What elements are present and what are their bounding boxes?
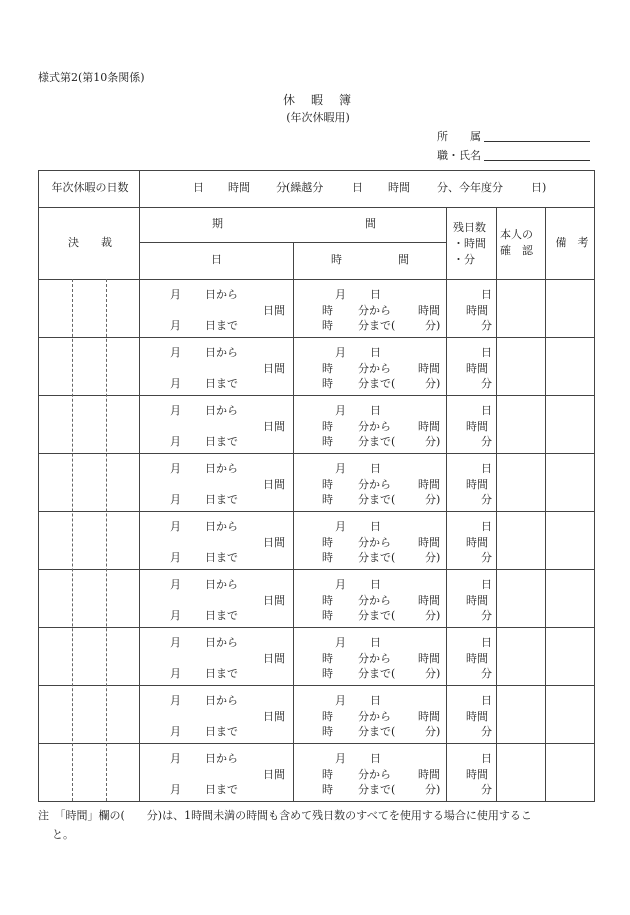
- grid-vline: [594, 170, 595, 802]
- row-t-hour-to: 時: [322, 667, 333, 680]
- row-t-hour-from: 時: [322, 594, 333, 607]
- row-day-to: 日まで: [205, 783, 238, 796]
- row-month-from: 月: [170, 288, 181, 301]
- row-t-min-from: 分から: [358, 420, 391, 433]
- form-title: 休 暇 簿: [282, 93, 353, 107]
- row-r-hour: 時間: [466, 304, 488, 317]
- grid-dashed-line: [106, 279, 107, 801]
- row-t-month: 月: [335, 346, 346, 359]
- grid-hline: [38, 743, 594, 744]
- grid-hline: [38, 685, 594, 686]
- row-day-from: 日から: [205, 346, 238, 359]
- row-t-min-to: 分まで(: [358, 377, 396, 390]
- row-days: 日間: [263, 768, 285, 781]
- row-t-month: 月: [335, 404, 346, 417]
- row-t-hours: 時間: [418, 536, 440, 549]
- row-r-hour: 時間: [466, 652, 488, 665]
- row-t-hour-to: 時: [322, 493, 333, 506]
- grid-hline: [38, 453, 594, 454]
- row-t-min-paren: 分): [425, 783, 441, 796]
- grid-hline: [38, 569, 594, 570]
- row-t-min-to: 分まで(: [358, 725, 396, 738]
- row-month-to: 月: [170, 493, 181, 506]
- row-r-min: 分: [481, 783, 492, 796]
- grid-hline: [38, 511, 594, 512]
- row-month-to: 月: [170, 319, 181, 332]
- row-r-hour: 時間: [466, 594, 488, 607]
- grid-hline: [38, 801, 594, 802]
- row-t-min-to: 分まで(: [358, 493, 396, 506]
- row-t-day: 日: [370, 520, 381, 533]
- row-t-hours: 時間: [418, 420, 440, 433]
- row-t-min-to: 分まで(: [358, 667, 396, 680]
- footnote-2: と。: [52, 828, 74, 841]
- form-id: 様式第2(第10条関係): [38, 71, 145, 84]
- row-month-from: 月: [170, 636, 181, 649]
- grid-hline: [38, 337, 594, 338]
- row-t-hour-from: 時: [322, 478, 333, 491]
- row-r-day: 日: [481, 636, 492, 649]
- period-header-2: 間: [365, 217, 376, 230]
- row-t-month: 月: [335, 288, 346, 301]
- row-t-hour-to: 時: [322, 435, 333, 448]
- row-day-to: 日まで: [205, 377, 238, 390]
- row-day-from: 日から: [205, 752, 238, 765]
- row-day-from: 日から: [205, 578, 238, 591]
- row-t-hours: 時間: [418, 478, 440, 491]
- days-carry-hour: 時間: [388, 181, 410, 194]
- row-month-from: 月: [170, 578, 181, 591]
- days-hour: 時間: [228, 181, 250, 194]
- days-day: 日: [193, 181, 204, 194]
- row-t-hour-to: 時: [322, 783, 333, 796]
- grid-hline: [38, 395, 594, 396]
- period-header: 期: [212, 217, 223, 230]
- row-t-min-from: 分から: [358, 652, 391, 665]
- row-t-min-from: 分から: [358, 304, 391, 317]
- grid-hline: [38, 207, 594, 208]
- row-r-min: 分: [481, 609, 492, 622]
- row-r-min: 分: [481, 377, 492, 390]
- row-day-to: 日まで: [205, 435, 238, 448]
- row-t-min-to: 分まで(: [358, 319, 396, 332]
- row-t-hour-from: 時: [322, 652, 333, 665]
- row-t-hour-from: 時: [322, 710, 333, 723]
- row-month-from: 月: [170, 346, 181, 359]
- row-month-from: 月: [170, 752, 181, 765]
- row-t-hour-to: 時: [322, 319, 333, 332]
- row-t-min-to: 分まで(: [358, 435, 396, 448]
- row-r-day: 日: [481, 578, 492, 591]
- row-t-min-from: 分から: [358, 768, 391, 781]
- row-t-hour-from: 時: [322, 420, 333, 433]
- row-t-min-from: 分から: [358, 710, 391, 723]
- row-t-min-from: 分から: [358, 594, 391, 607]
- remaining-header-3: ・分: [453, 253, 475, 266]
- row-t-hour-from: 時: [322, 362, 333, 375]
- row-t-min-paren: 分): [425, 435, 441, 448]
- row-t-month: 月: [335, 578, 346, 591]
- row-t-day: 日: [370, 752, 381, 765]
- row-month-to: 月: [170, 551, 181, 564]
- grid-vline: [446, 207, 447, 801]
- row-t-month: 月: [335, 636, 346, 649]
- row-t-month: 月: [335, 694, 346, 707]
- footnote: 注 「時間」欄の( 分)は、1時間未満の時間も含めて残日数のすべてを使用する場合に使用するこ: [38, 809, 532, 822]
- row-days: 日間: [263, 304, 285, 317]
- row-r-hour: 時間: [466, 362, 488, 375]
- days-current: 分、今年度分: [437, 181, 503, 194]
- row-day-from: 日から: [205, 288, 238, 301]
- row-t-min-to: 分まで(: [358, 551, 396, 564]
- row-t-hour-from: 時: [322, 768, 333, 781]
- time-subheader-2: 間: [398, 253, 409, 266]
- row-r-hour: 時間: [466, 710, 488, 723]
- grid-hline: [38, 279, 594, 280]
- row-day-to: 日まで: [205, 493, 238, 506]
- row-t-min-paren: 分): [425, 493, 441, 506]
- row-t-min-paren: 分): [425, 609, 441, 622]
- name-field[interactable]: [484, 160, 590, 161]
- row-t-hours: 時間: [418, 304, 440, 317]
- row-day-to: 日まで: [205, 725, 238, 738]
- row-days: 日間: [263, 594, 285, 607]
- row-t-hour-from: 時: [322, 304, 333, 317]
- days-carry-day: 日: [352, 181, 363, 194]
- grid-hline: [38, 170, 594, 171]
- row-month-to: 月: [170, 725, 181, 738]
- row-r-day: 日: [481, 346, 492, 359]
- row-t-month: 月: [335, 462, 346, 475]
- row-t-min-paren: 分): [425, 667, 441, 680]
- row-t-month: 月: [335, 752, 346, 765]
- decision-header: 決 裁: [68, 236, 112, 249]
- grid-vline: [496, 207, 497, 801]
- row-r-min: 分: [481, 493, 492, 506]
- row-t-day: 日: [370, 404, 381, 417]
- row-month-from: 月: [170, 462, 181, 475]
- row-t-day: 日: [370, 636, 381, 649]
- confirm-header-2: 確 認: [500, 244, 533, 257]
- row-month-from: 月: [170, 694, 181, 707]
- grid-hline: [38, 627, 594, 628]
- row-t-hour-to: 時: [322, 377, 333, 390]
- row-r-day: 日: [481, 752, 492, 765]
- name-label: 職・氏名: [437, 149, 481, 162]
- row-r-hour: 時間: [466, 420, 488, 433]
- row-r-hour: 時間: [466, 536, 488, 549]
- row-t-hour-from: 時: [322, 536, 333, 549]
- row-t-min-paren: 分): [425, 725, 441, 738]
- days-minute: 分: [276, 181, 287, 194]
- row-day-to: 日まで: [205, 609, 238, 622]
- row-days: 日間: [263, 420, 285, 433]
- row-day-from: 日から: [205, 404, 238, 417]
- row-day-to: 日まで: [205, 551, 238, 564]
- day-subheader: 日: [211, 253, 222, 266]
- row-month-from: 月: [170, 520, 181, 533]
- row-day-to: 日まで: [205, 319, 238, 332]
- row-t-min-paren: 分): [425, 551, 441, 564]
- row-t-min-from: 分から: [358, 362, 391, 375]
- row-days: 日間: [263, 536, 285, 549]
- row-t-min-from: 分から: [358, 536, 391, 549]
- row-month-to: 月: [170, 377, 181, 390]
- row-r-min: 分: [481, 667, 492, 680]
- row-r-day: 日: [481, 288, 492, 301]
- affiliation-label: 所 属: [437, 130, 481, 143]
- row-day-from: 日から: [205, 694, 238, 707]
- row-r-hour: 時間: [466, 478, 488, 491]
- remarks-header: 備 考: [555, 236, 589, 249]
- row-t-min-from: 分から: [358, 478, 391, 491]
- row-t-hour-to: 時: [322, 551, 333, 564]
- row-t-hours: 時間: [418, 768, 440, 781]
- row-t-day: 日: [370, 578, 381, 591]
- row-t-min-to: 分まで(: [358, 609, 396, 622]
- row-t-hour-to: 時: [322, 725, 333, 738]
- row-r-day: 日: [481, 462, 492, 475]
- grid-vline: [293, 242, 294, 801]
- remaining-header: 残日数: [453, 221, 486, 234]
- row-t-day: 日: [370, 346, 381, 359]
- grid-vline: [139, 170, 140, 801]
- row-r-hour: 時間: [466, 768, 488, 781]
- row-month-to: 月: [170, 667, 181, 680]
- row-days: 日間: [263, 710, 285, 723]
- row-day-from: 日から: [205, 462, 238, 475]
- affiliation-field[interactable]: [484, 141, 590, 142]
- row-r-min: 分: [481, 319, 492, 332]
- row-days: 日間: [263, 652, 285, 665]
- days-label: 年次休暇の日数: [51, 181, 129, 194]
- row-t-hours: 時間: [418, 362, 440, 375]
- row-day-to: 日まで: [205, 667, 238, 680]
- row-month-from: 月: [170, 404, 181, 417]
- grid-vline: [38, 170, 39, 801]
- row-r-day: 日: [481, 404, 492, 417]
- row-t-day: 日: [370, 462, 381, 475]
- row-t-min-paren: 分): [425, 319, 441, 332]
- row-t-hours: 時間: [418, 594, 440, 607]
- row-month-to: 月: [170, 435, 181, 448]
- row-t-hours: 時間: [418, 710, 440, 723]
- row-day-from: 日から: [205, 636, 238, 649]
- time-subheader: 時: [331, 253, 342, 266]
- row-r-min: 分: [481, 551, 492, 564]
- grid-dashed-line: [72, 279, 73, 801]
- form-subtitle: (年次休暇用): [286, 111, 350, 124]
- row-t-month: 月: [335, 520, 346, 533]
- row-t-hours: 時間: [418, 652, 440, 665]
- row-month-to: 月: [170, 609, 181, 622]
- row-r-min: 分: [481, 435, 492, 448]
- row-t-day: 日: [370, 694, 381, 707]
- row-t-min-to: 分まで(: [358, 783, 396, 796]
- row-t-hour-to: 時: [322, 609, 333, 622]
- row-days: 日間: [263, 362, 285, 375]
- grid-vline: [545, 207, 546, 801]
- row-days: 日間: [263, 478, 285, 491]
- days-current-day: 日): [531, 181, 547, 194]
- row-t-day: 日: [370, 288, 381, 301]
- days-carry: (繰越分: [286, 181, 324, 194]
- row-t-min-paren: 分): [425, 377, 441, 390]
- row-r-day: 日: [481, 520, 492, 533]
- row-day-from: 日から: [205, 520, 238, 533]
- row-r-day: 日: [481, 694, 492, 707]
- row-month-to: 月: [170, 783, 181, 796]
- row-r-min: 分: [481, 725, 492, 738]
- confirm-header: 本人の: [500, 228, 533, 241]
- remaining-header-2: ・時間: [453, 237, 486, 250]
